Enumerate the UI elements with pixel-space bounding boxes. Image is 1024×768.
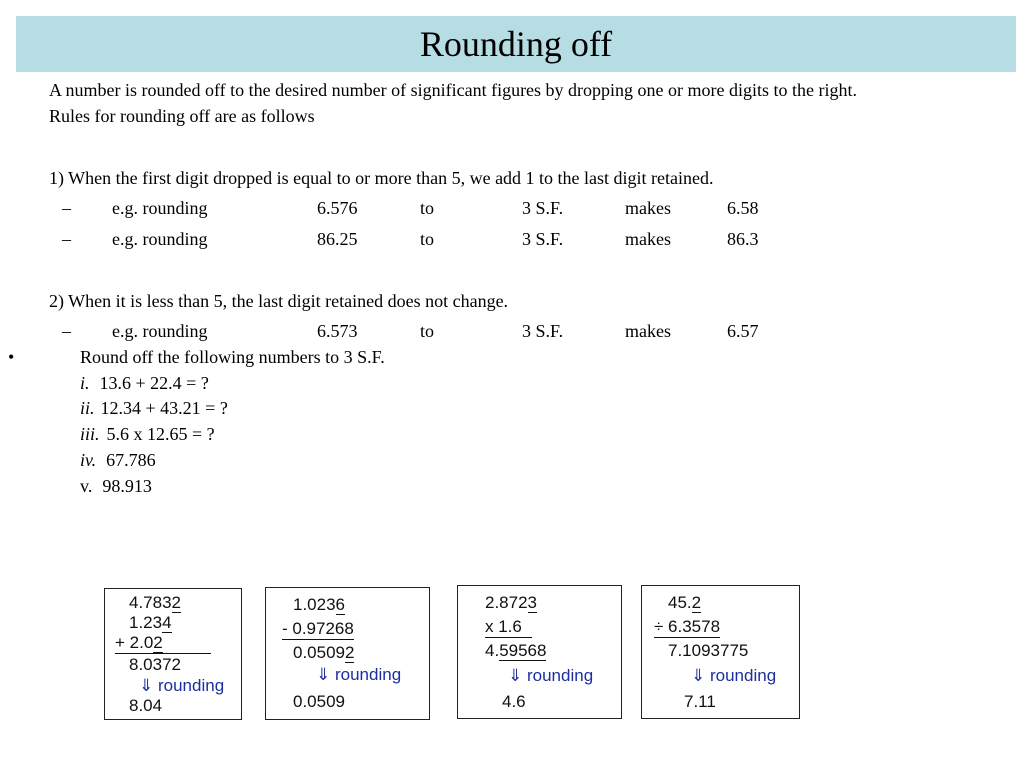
example-makes: makes — [625, 321, 671, 341]
item-number: v. — [80, 476, 93, 496]
example-makes: makes — [625, 229, 671, 249]
sum: 8.0372 — [129, 655, 181, 674]
subtrahend: - 0.97268 — [282, 619, 354, 638]
example-to: to — [420, 198, 435, 218]
rule-1-text: 1) When the first digit dropped is equal to or more than 5, we add 1 to the last digit retained. — [49, 168, 714, 188]
rounding-label: ⇓ rounding — [508, 666, 594, 686]
rule-1-example-2 — [0, 228, 1024, 250]
addend-3: + 2.02 — [115, 633, 211, 654]
product: 4.59568 — [485, 641, 547, 660]
example-sf: 3 S.F. — [522, 321, 564, 341]
example-sf: 3 S.F. — [522, 198, 564, 218]
divisor: ÷ 6.3578 — [654, 617, 721, 636]
exercise-bullet: • — [8, 347, 15, 367]
example-number: 6.576 — [317, 198, 358, 218]
rounded-result: 7.11 — [684, 692, 716, 711]
page-title: Rounding off — [419, 24, 613, 64]
example-result: 6.57 — [727, 321, 759, 341]
rounding-label: ⇓ rounding — [691, 666, 777, 686]
intro-line-2: Rules for rounding off are as follows — [49, 106, 315, 126]
division-example-box — [641, 585, 800, 719]
addition-example-box — [104, 588, 242, 720]
item-text: 12.34 + 43.21 = ? — [100, 398, 228, 418]
item-number: i. — [80, 373, 90, 393]
example-makes: makes — [625, 198, 671, 218]
rule-2-text: 2) When it is less than 5, the last digit retained does not change. — [49, 291, 509, 311]
difference: 0.05092 — [293, 643, 355, 662]
addend-1: 4.7832 — [129, 593, 182, 612]
minuend: 1.0236 — [293, 595, 346, 614]
multiplier: x 1.6 — [485, 617, 532, 638]
double-down-arrow-icon: ⇓ — [316, 665, 331, 685]
rounding-label: ⇓ rounding — [316, 665, 402, 685]
exercise-item-4 — [80, 449, 156, 471]
rounded-result: 8.04 — [129, 696, 163, 715]
example-to: to — [420, 321, 435, 341]
example-sf: 3 S.F. — [522, 229, 564, 249]
dash: – — [62, 321, 71, 341]
dash: – — [62, 229, 71, 249]
item-text: 13.6 + 22.4 = ? — [99, 373, 209, 393]
item-number: ii. — [80, 398, 95, 418]
exercise-item-2 — [80, 397, 228, 419]
item-text: 5.6 x 12.65 = ? — [106, 424, 215, 444]
item-text: 67.786 — [106, 450, 156, 470]
double-down-arrow-icon: ⇓ — [508, 666, 523, 686]
example-to: to — [420, 229, 435, 249]
exercise-heading: Round off the following numbers to 3 S.F. — [80, 347, 385, 367]
dash: – — [62, 198, 71, 218]
rule-2-example-1 — [0, 320, 1024, 342]
rounding-label: ⇓ rounding — [139, 676, 225, 696]
example-result: 6.58 — [727, 198, 759, 218]
title-bar — [16, 16, 1016, 72]
addend-2: 1.234 — [129, 613, 172, 632]
intro-line-1: A number is rounded off to the desired number of significant figures by dropping one or more digits to the right. — [49, 80, 858, 100]
exercise-item-5 — [80, 475, 152, 497]
rounded-result: 4.6 — [502, 692, 526, 711]
double-down-arrow-icon: ⇓ — [691, 666, 706, 686]
example-label: e.g. rounding — [112, 198, 208, 218]
example-number: 86.25 — [317, 229, 358, 249]
exercise-item-3 — [80, 423, 215, 445]
example-label: e.g. rounding — [112, 321, 208, 341]
item-number: iv. — [80, 450, 97, 470]
item-number: iii. — [80, 424, 100, 444]
exercise-item-1 — [80, 372, 209, 394]
rule-1-example-1 — [0, 197, 1024, 219]
rounded-result: 0.0509 — [293, 692, 345, 711]
item-text: 98.913 — [102, 476, 152, 496]
dividend: 45.2 — [668, 593, 702, 612]
double-down-arrow-icon: ⇓ — [139, 676, 154, 696]
example-number: 6.573 — [317, 321, 358, 341]
example-result: 86.3 — [727, 229, 759, 249]
multiplicand: 2.8723 — [485, 593, 538, 612]
multiplication-example-box — [457, 585, 622, 719]
example-label: e.g. rounding — [112, 229, 208, 249]
subtraction-example-box — [265, 587, 430, 720]
quotient: 7.1093775 — [668, 641, 749, 660]
